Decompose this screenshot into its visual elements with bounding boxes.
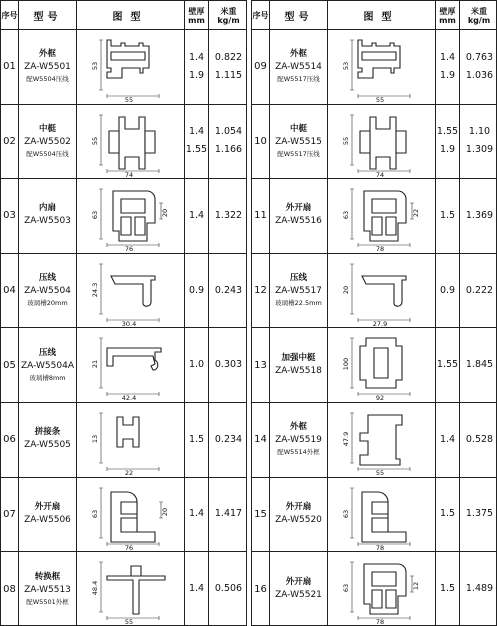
thickness-value: 1.4 [188, 583, 205, 595]
weight-value: 1.375 [465, 508, 494, 520]
table-row [252, 30, 496, 105]
row-weight [209, 30, 248, 104]
table-header [252, 1, 496, 30]
row-model [19, 254, 77, 328]
row-index: 10 [252, 105, 270, 179]
row-weight [460, 105, 497, 179]
table-header [1, 1, 246, 30]
row-index: 12 [252, 254, 270, 328]
table-row [1, 328, 246, 403]
model-code: ZA-W5521 [275, 589, 322, 600]
dim-width: 22 [124, 469, 134, 477]
model-note: 配W5517压线 [277, 149, 320, 158]
row-index: 02 [1, 105, 19, 179]
row-weight [460, 254, 497, 328]
profile-drawing [328, 328, 436, 402]
row-thickness [185, 478, 209, 552]
row-weight [209, 254, 248, 328]
dim-height: 21 [91, 360, 99, 369]
dim-height: 47.9 [342, 431, 350, 447]
weight-value: 1.417 [214, 508, 243, 520]
row-figure [77, 552, 185, 626]
row-model [270, 105, 328, 179]
row-figure [77, 328, 185, 402]
table-row [1, 478, 246, 553]
row-model [19, 30, 77, 104]
table-row [1, 30, 246, 105]
profile-drawing [77, 403, 185, 477]
row-model [19, 552, 77, 626]
header-index: 序号 [252, 1, 270, 30]
weight-value: 1.845 [465, 359, 494, 371]
weight-value: 0.222 [465, 284, 494, 296]
thickness-value: 0.9 [439, 284, 456, 296]
model-note: 配W5501外框 [26, 597, 69, 606]
model-code: ZA-W5503 [24, 216, 71, 227]
row-thickness [185, 254, 209, 328]
dim-width: 30.4 [121, 319, 137, 328]
row-thickness [185, 179, 209, 253]
thickness-value: 1.4 [439, 51, 456, 63]
row-weight [209, 179, 248, 253]
table-row [252, 105, 496, 180]
thickness-value: 1.5 [439, 583, 456, 595]
row-weight [209, 328, 248, 402]
dim-height: 63 [342, 211, 350, 220]
row-figure [328, 328, 436, 402]
thickness-value: 1.55 [436, 359, 459, 371]
model-note: 配W5514外框 [277, 448, 320, 457]
dim-height: 63 [91, 211, 99, 220]
profile-drawing [328, 552, 436, 626]
dim-width: 55 [124, 96, 134, 104]
row-weight [209, 403, 248, 477]
dim-height: 63 [342, 584, 350, 593]
row-figure [77, 179, 185, 253]
row-index: 16 [252, 552, 270, 626]
profile-drawing [328, 30, 436, 104]
dim-height-2: 12 [412, 582, 420, 591]
row-thickness [436, 552, 460, 626]
thickness-value: 1.9 [188, 69, 205, 81]
thickness-value: 0.9 [188, 284, 205, 296]
row-model [19, 478, 77, 552]
row-thickness [185, 105, 209, 179]
profile-drawing [77, 328, 185, 402]
model-name: 压线 [289, 273, 307, 284]
model-code: ZA-W5505 [24, 440, 71, 451]
row-model [270, 552, 328, 626]
thickness-value: 1.55 [436, 126, 459, 138]
header-weight: 米重 kg/m [467, 6, 491, 25]
thickness-value: 1.4 [188, 508, 205, 520]
model-code: ZA-W5506 [24, 514, 71, 525]
table-row [252, 552, 496, 626]
dim-width: 27.9 [372, 319, 388, 328]
catalog-right-table [251, 0, 497, 626]
row-index: 01 [1, 30, 19, 104]
row-thickness [436, 105, 460, 179]
model-note: 玻璃槽8mm [29, 373, 66, 382]
thickness-value: 1.55 [185, 144, 208, 156]
profile-drawing [328, 105, 436, 179]
header-figure: 图型 [77, 1, 185, 30]
dim-height-2: 22 [412, 209, 420, 218]
dim-height: 55 [342, 136, 350, 145]
profile-drawing [77, 105, 185, 179]
weight-value: 1.369 [465, 209, 494, 221]
header-thickness: 壁厚 mm [185, 1, 209, 30]
model-code: ZA-W5501 [24, 62, 71, 73]
dim-width: 76 [124, 543, 134, 552]
row-weight [209, 105, 248, 179]
row-figure [77, 30, 185, 104]
profile-drawing [77, 478, 185, 552]
thickness-value: 1.4 [188, 51, 205, 63]
dim-height: 55 [91, 136, 99, 145]
row-figure [328, 30, 436, 104]
model-code: ZA-W5518 [275, 365, 322, 376]
row-index: 08 [1, 552, 19, 626]
row-model [270, 328, 328, 402]
profile-drawing [77, 552, 185, 626]
row-model [19, 403, 77, 477]
weight-value: 1.036 [465, 69, 494, 81]
thickness-value: 1.5 [439, 508, 456, 520]
row-index: 13 [252, 328, 270, 402]
row-index: 11 [252, 179, 270, 253]
catalog-left-table [0, 0, 247, 626]
dim-width: 92 [375, 394, 385, 403]
dim-height: 24.3 [91, 282, 99, 298]
table-row [252, 478, 496, 553]
model-name: 外框 [289, 422, 307, 433]
profile-drawing [77, 254, 185, 328]
row-index: 15 [252, 478, 270, 552]
thickness-value: 1.4 [439, 433, 456, 445]
row-figure [328, 478, 436, 552]
row-weight [460, 552, 497, 626]
profile-drawing [328, 478, 436, 552]
table-row [252, 403, 496, 478]
dim-height: 20 [342, 285, 350, 294]
model-name: 外开扇 [34, 501, 61, 512]
row-index: 03 [1, 179, 19, 253]
row-figure [328, 179, 436, 253]
row-index: 05 [1, 328, 19, 402]
dim-width: 55 [375, 469, 385, 477]
weight-value: 1.166 [214, 144, 243, 156]
model-name: 中梃 [38, 123, 56, 134]
model-name: 转换框 [34, 571, 61, 582]
header-index: 序号 [1, 1, 19, 30]
dim-width: 55 [124, 618, 134, 626]
row-thickness [436, 30, 460, 104]
row-figure [328, 105, 436, 179]
row-figure [77, 254, 185, 328]
weight-value: 1.054 [214, 126, 243, 138]
header-weight: 米重 kg/m [217, 6, 240, 25]
model-note: 玻璃槽20mm [27, 299, 68, 308]
model-name: 外框 [289, 49, 307, 60]
model-name: 压线 [38, 347, 56, 358]
row-figure [328, 552, 436, 626]
model-code: ZA-W5504 [24, 286, 71, 297]
thickness-value: 1.9 [439, 144, 456, 156]
row-thickness [185, 403, 209, 477]
row-index: 04 [1, 254, 19, 328]
header-figure: 图型 [328, 1, 436, 30]
dim-height-2: 20 [161, 209, 169, 218]
row-index: 07 [1, 478, 19, 552]
model-name: 中梃 [289, 123, 307, 134]
thickness-value: 1.5 [439, 209, 456, 221]
row-weight [460, 30, 497, 104]
profile-drawing [77, 30, 185, 104]
row-index: 06 [1, 403, 19, 477]
row-thickness [185, 552, 209, 626]
row-weight [209, 552, 248, 626]
row-model [270, 403, 328, 477]
dim-width: 74 [375, 170, 385, 179]
table-row [252, 328, 496, 403]
table-row [1, 254, 246, 329]
profile-drawing [328, 179, 436, 253]
row-thickness [436, 328, 460, 402]
model-note: 配W5517压线 [277, 75, 320, 84]
row-model [270, 179, 328, 253]
model-note: 配W5504压线 [26, 75, 69, 84]
row-thickness [185, 30, 209, 104]
row-weight [460, 328, 497, 402]
table-row [252, 179, 496, 254]
weight-value: 0.763 [465, 51, 494, 63]
dim-width: 42.4 [121, 394, 137, 403]
weight-value: 1.10 [468, 126, 491, 138]
row-model [270, 478, 328, 552]
row-figure [328, 254, 436, 328]
row-thickness [436, 254, 460, 328]
weight-value: 1.115 [214, 69, 243, 81]
model-code: ZA-W5520 [275, 514, 322, 525]
weight-value: 0.234 [214, 433, 243, 445]
row-model [19, 328, 77, 402]
table-row [1, 552, 246, 626]
model-name: 外开扇 [285, 203, 312, 214]
model-name: 加强中梃 [281, 352, 316, 363]
weight-value: 0.822 [214, 51, 243, 63]
header-model: 型号 [270, 1, 328, 30]
model-note: 配W5504压线 [26, 149, 69, 158]
weight-value: 0.303 [214, 359, 243, 371]
row-weight [460, 179, 497, 253]
model-name: 压线 [38, 273, 56, 284]
thickness-value: 1.5 [188, 433, 205, 445]
model-code: ZA-W5517 [275, 286, 322, 297]
header-thickness: 壁厚 mm [436, 1, 460, 30]
row-thickness [436, 478, 460, 552]
row-figure [77, 403, 185, 477]
weight-value: 0.243 [214, 284, 243, 296]
model-code: ZA-W5516 [275, 216, 322, 227]
row-model [270, 254, 328, 328]
row-figure [328, 403, 436, 477]
row-weight [460, 478, 497, 552]
weight-value: 1.309 [465, 144, 494, 156]
thickness-value: 1.4 [188, 209, 205, 221]
thickness-value: 1.9 [439, 69, 456, 81]
model-code: ZA-W5515 [275, 136, 322, 147]
profile-drawing [328, 254, 436, 328]
dim-width: 76 [124, 245, 134, 254]
dim-height: 63 [91, 509, 99, 518]
row-index: 09 [252, 30, 270, 104]
dim-width: 78 [375, 618, 385, 626]
weight-value: 1.322 [214, 209, 243, 221]
profile-drawing [328, 403, 436, 477]
dim-height: 48.4 [91, 580, 99, 596]
table-row [1, 403, 246, 478]
table-row [252, 254, 496, 329]
table-row [1, 179, 246, 254]
model-name: 拼接条 [34, 427, 61, 438]
dim-height: 100 [342, 358, 350, 371]
dim-height: 53 [342, 61, 350, 71]
model-note: 玻璃槽22.5mm [275, 299, 322, 308]
dim-height: 13 [91, 434, 99, 444]
dim-width: 78 [375, 245, 385, 254]
dim-height: 53 [91, 61, 99, 71]
dim-width: 55 [375, 96, 385, 104]
dim-width: 78 [375, 543, 385, 552]
row-model [270, 30, 328, 104]
model-name: 内扇 [38, 203, 56, 214]
row-thickness [436, 179, 460, 253]
thickness-value: 1.4 [188, 126, 205, 138]
row-figure [77, 478, 185, 552]
model-code: ZA-W5502 [24, 136, 71, 147]
row-weight [209, 478, 248, 552]
row-model [19, 105, 77, 179]
table-row [1, 105, 246, 180]
row-thickness [436, 403, 460, 477]
model-code: ZA-W5513 [24, 584, 71, 595]
model-name: 外框 [38, 49, 56, 60]
row-model [19, 179, 77, 253]
row-figure [77, 105, 185, 179]
weight-value: 1.489 [465, 583, 494, 595]
model-name: 外开扇 [285, 501, 312, 512]
thickness-value: 1.0 [188, 359, 205, 371]
dim-width: 74 [124, 170, 134, 179]
weight-value: 0.528 [465, 433, 494, 445]
model-code: ZA-W5504A [21, 360, 74, 371]
row-weight [460, 403, 497, 477]
model-code: ZA-W5514 [275, 62, 322, 73]
row-index: 14 [252, 403, 270, 477]
dim-height-2: 20 [161, 507, 169, 516]
weight-value: 0.506 [214, 583, 243, 595]
row-thickness [185, 328, 209, 402]
profile-drawing [77, 179, 185, 253]
dim-height: 63 [342, 509, 350, 518]
header-model: 型号 [19, 1, 77, 30]
model-code: ZA-W5519 [275, 435, 322, 446]
model-name: 外开扇 [285, 576, 312, 587]
